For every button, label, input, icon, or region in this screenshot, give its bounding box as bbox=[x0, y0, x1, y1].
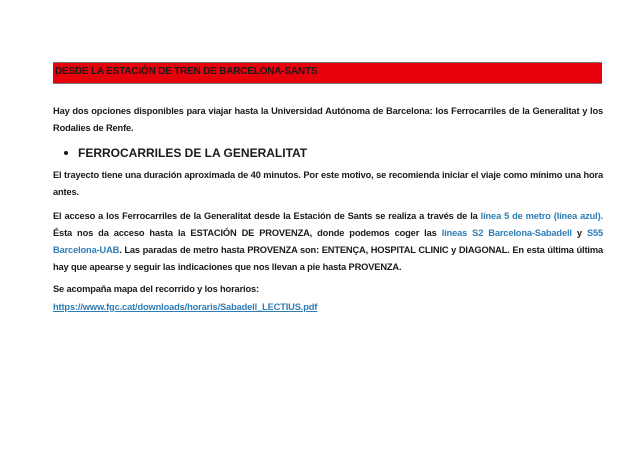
intro-paragraph: Hay dos opciones disponibles para viajar hasta la Universidad Autónoma de Barcelona: los Ferrocarriles de la Generalitat y los Rodalies de Renfe. bbox=[53, 106, 603, 133]
section-banner bbox=[53, 62, 602, 84]
bullet-icon bbox=[64, 151, 68, 155]
banner-title: DESDE LA ESTACIÓN DE TREN DE BARCELONA-SANTS bbox=[55, 66, 318, 77]
access-paragraph bbox=[53, 208, 603, 276]
schedule-link[interactable]: https://www.fgc.cat/downloads/horaris/Sabadell_LECTIUS.pdf bbox=[53, 302, 318, 312]
map-note: Se acompaña mapa del recorrido y los horarios: bbox=[53, 284, 259, 294]
bullet-heading bbox=[64, 146, 307, 160]
metro-line-text: línea 5 de metro (línea azul). bbox=[480, 211, 603, 221]
link-paragraph bbox=[53, 299, 603, 316]
duration-paragraph: El trayecto tiene una duración aproximada de 40 minutos. Por este motivo, se recomienda iniciar el viaje como mínimo una hora antes. bbox=[53, 170, 603, 197]
line-s55-text: S55 Barcelona-UAB bbox=[53, 228, 604, 255]
line-s2-text: líneas S2 Barcelona-Sabadell bbox=[441, 228, 572, 238]
access-text-4: . Las paradas de metro hasta PROVENZA son: ENTENÇA, HOSPITAL CLINIC y DIAGONAL. En esta última última hay que apearse y seguir las indicaciones que nos llevan a pie hasta PROVENZA. bbox=[53, 245, 603, 272]
access-text-2: Ésta nos da acceso hasta la ESTACIÓN DE PROVENZA, donde podemos coger las bbox=[53, 228, 442, 238]
section-heading: FERROCARRILES DE LA GENERALITAT bbox=[78, 146, 308, 160]
access-text-3: y bbox=[571, 228, 587, 238]
access-text-1: El acceso a los Ferrocarriles de la Generalitat desde la Estación de Sants se realiza a través de la bbox=[53, 211, 481, 221]
